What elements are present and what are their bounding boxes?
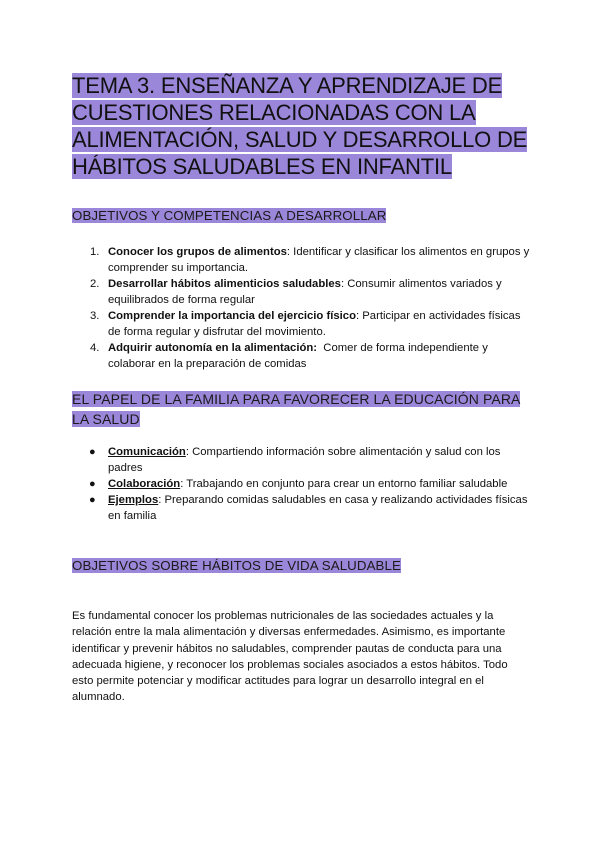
list-item: [72, 444, 532, 476]
section-heading-objectives: [72, 206, 386, 225]
list-item-bold: Ejemplos: [108, 494, 159, 506]
list-item-bold: Adquirir autonomía en la alimentación:: [108, 342, 318, 354]
list-number: 3.: [90, 310, 100, 322]
list-item: [72, 276, 532, 308]
section-heading-habits: [72, 556, 401, 575]
list-item-text: : Compartiendo información sobre alimentación y salud con los padres: [108, 446, 501, 474]
list-item-bold: Comprender la importancia del ejercicio físico: [108, 310, 356, 322]
list-item-text: : Preparando comidas saludables en casa y realizando actividades físicas en familia: [108, 494, 528, 522]
list-item-bold: Conocer los grupos de alimentos: [108, 246, 287, 258]
list-item: [72, 244, 532, 276]
document-title: [72, 72, 542, 180]
list-item: [72, 308, 532, 340]
list-item-text: : Trabajando en conjunto para crear un entorno familiar saludable: [180, 478, 508, 490]
list-number: 4.: [90, 342, 100, 354]
list-item-text: Comer de forma independiente y colaborar en la preparación de comidas: [108, 342, 491, 370]
family-heading-text: EL PAPEL DE LA FAMILIA PARA FAVORECER LA EDUCACIÓN PARA LA SALUD: [72, 391, 521, 427]
habits-heading-text: OBJETIVOS SOBRE HÁBITOS DE VIDA SALUDABLE: [72, 558, 401, 573]
bullet-icon: ●: [89, 494, 96, 506]
objectives-list: [72, 244, 532, 372]
habits-paragraph: Es fundamental conocer los problemas nutricionales de las sociedades actuales y la relación entre la mala alimentación y diversas enfermedades. Asimismo, es importante identificar y prevenir hábitos no saludables, comprender pautas de conducta para una adecuada higiene, y reconocer los problemas sociales asociados a estos hábitos. Todo esto permite potenciar y modificar actitudes para lograr un desarrollo integral en el alumnado.: [72, 610, 508, 704]
list-item-text: : Consumir alimentos variados y equilibrados de forma regular: [108, 278, 502, 306]
family-list: [72, 444, 532, 524]
list-item: [72, 492, 532, 524]
list-item-bold: Comunicación: [108, 446, 186, 458]
list-item: [72, 476, 532, 492]
title-text: TEMA 3. ENSEÑANZA Y APRENDIZAJE DE CUESTIONES RELACIONADAS CON LA ALIMENTACIÓN, SALUD Y DESARROLLO DE HÁBITOS SALUDABLES EN INFANTIL: [72, 73, 528, 179]
bullet-icon: ●: [89, 478, 96, 490]
list-number: 1.: [90, 246, 100, 258]
section-heading-family: [72, 389, 532, 429]
list-item: [72, 340, 532, 372]
list-number: 2.: [90, 278, 100, 290]
bullet-icon: ●: [89, 446, 96, 458]
list-item-text: : Participar en actividades físicas de forma regular y disfrutar del movimiento.: [108, 310, 521, 338]
list-item-bold: Desarrollar hábitos alimenticios saludables: [108, 278, 341, 290]
objectives-heading-text: OBJETIVOS Y COMPETENCIAS A DESARROLLAR: [72, 208, 387, 223]
list-item-text: : Identificar y clasificar los alimentos en grupos y comprender su importancia.: [108, 246, 530, 274]
list-item-bold: Colaboración: [108, 478, 181, 490]
